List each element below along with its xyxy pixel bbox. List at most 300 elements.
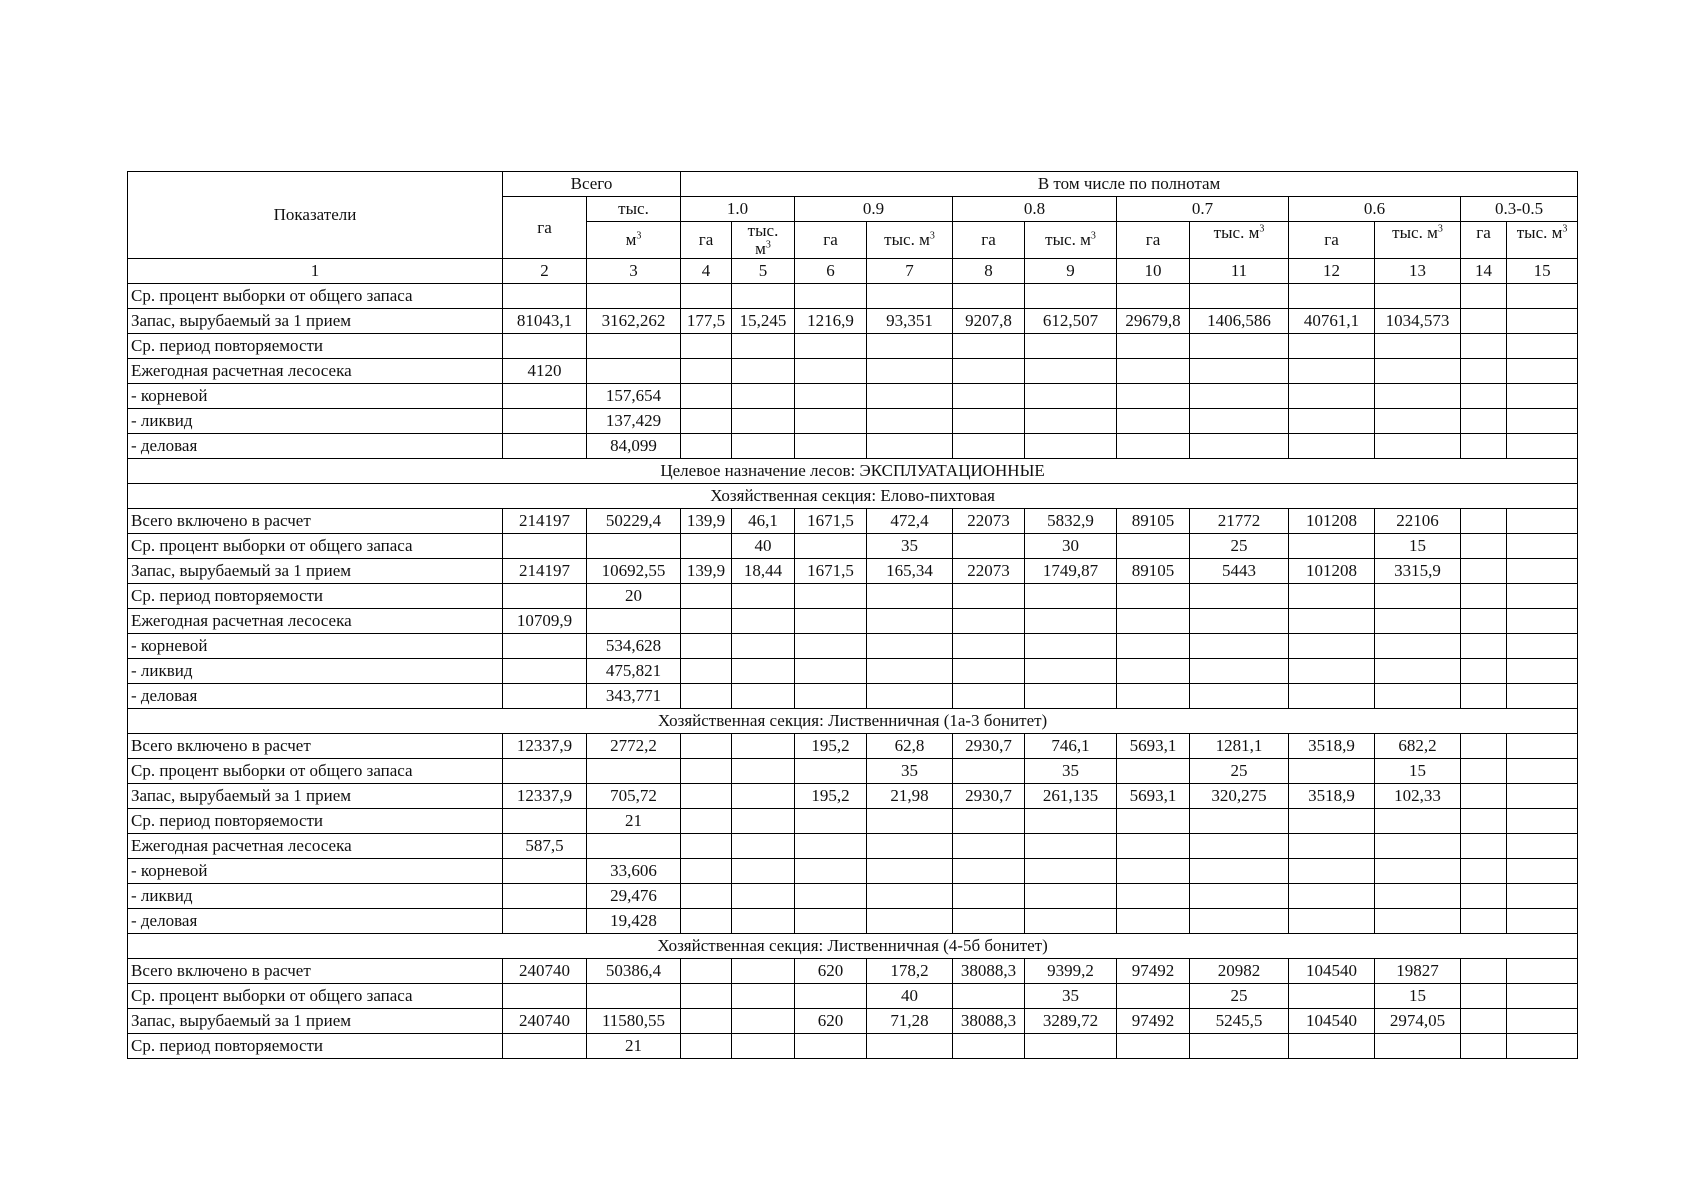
table-cell: 343,771 [587, 684, 681, 709]
table-cell: 101208 [1289, 509, 1375, 534]
table-cell: 5693,1 [1117, 784, 1190, 809]
table-cell [1117, 1034, 1190, 1059]
section-header-row [128, 484, 1578, 509]
table-cell [1507, 734, 1578, 759]
col-number: 15 [1507, 259, 1578, 284]
row-label: Ср. процент выборки от общего запаса [128, 534, 503, 559]
table-cell [867, 359, 953, 384]
table-cell [1461, 809, 1507, 834]
table-cell: 5832,9 [1025, 509, 1117, 534]
table-row [128, 584, 1578, 609]
table-cell: 40761,1 [1289, 309, 1375, 334]
table-row [128, 284, 1578, 309]
table-cell: 15 [1375, 759, 1461, 784]
table-cell [953, 359, 1025, 384]
table-cell [1507, 909, 1578, 934]
table-cell: 214197 [503, 509, 587, 534]
header-0-9-ha: га [795, 222, 867, 259]
table-cell [681, 834, 732, 859]
table-cell [1289, 759, 1375, 784]
table-cell [1461, 634, 1507, 659]
table-cell [867, 584, 953, 609]
table-cell: 25 [1190, 984, 1289, 1009]
table-cell: 19,428 [587, 909, 681, 934]
table-cell [1289, 634, 1375, 659]
col-number: 1 [128, 259, 503, 284]
table-cell [795, 584, 867, 609]
row-label: Ежегодная расчетная лесосека [128, 609, 503, 634]
header-0-3-m3: тыс. $м^3$ [1507, 222, 1578, 259]
table-cell [1117, 834, 1190, 859]
table-cell [795, 659, 867, 684]
table-cell: 620 [795, 1009, 867, 1034]
table-cell [681, 784, 732, 809]
table-cell: 102,33 [1375, 784, 1461, 809]
table-cell [681, 759, 732, 784]
table-cell [503, 809, 587, 834]
table-cell [1375, 659, 1461, 684]
header-0-8-ha: га [953, 222, 1025, 259]
table-cell [587, 334, 681, 359]
table-cell [1375, 834, 1461, 859]
table-cell: 534,628 [587, 634, 681, 659]
col-number: 8 [953, 259, 1025, 284]
table-row [128, 334, 1578, 359]
row-label: Запас, вырубаемый за 1 прием [128, 559, 503, 584]
table-row [128, 909, 1578, 934]
table-cell [1117, 759, 1190, 784]
table-cell [1117, 859, 1190, 884]
row-label: Запас, вырубаемый за 1 прием [128, 1009, 503, 1034]
table-cell [867, 659, 953, 684]
section-header-row [128, 934, 1578, 959]
table-cell [1461, 609, 1507, 634]
table-cell: 139,9 [681, 509, 732, 534]
table-cell: 22073 [953, 509, 1025, 534]
header-total-m3: $м^3$ [587, 222, 681, 259]
col-number: 6 [795, 259, 867, 284]
section-title: Хозяйственная секция: Лиственничная (4-5б бонитет) [128, 934, 1578, 959]
table-cell [1190, 584, 1289, 609]
table-cell [732, 334, 795, 359]
table-row [128, 559, 1578, 584]
table-cell: 1671,5 [795, 509, 867, 534]
col-number: 12 [1289, 259, 1375, 284]
table-cell: 139,9 [681, 559, 732, 584]
table-cell [1025, 284, 1117, 309]
table-cell [795, 684, 867, 709]
table-cell [795, 409, 867, 434]
table-cell: 40 [867, 984, 953, 1009]
table-cell [1117, 659, 1190, 684]
table-row [128, 809, 1578, 834]
table-cell [681, 434, 732, 459]
table-cell [1507, 684, 1578, 709]
table-cell [1375, 884, 1461, 909]
table-cell [732, 609, 795, 634]
row-label: - деловая [128, 434, 503, 459]
table-row [128, 1034, 1578, 1059]
table-row [128, 409, 1578, 434]
table-cell [503, 859, 587, 884]
table-cell [953, 1034, 1025, 1059]
table-cell [1289, 659, 1375, 684]
table-cell [1190, 334, 1289, 359]
table-cell [1375, 409, 1461, 434]
table-cell [732, 809, 795, 834]
table-cell: 25 [1190, 534, 1289, 559]
table-cell [681, 984, 732, 1009]
section-header-row [128, 459, 1578, 484]
table-cell [1461, 584, 1507, 609]
table-cell [503, 984, 587, 1009]
column-number-row [128, 259, 1578, 284]
table-cell: 4120 [503, 359, 587, 384]
table-cell [795, 834, 867, 859]
table-cell: 475,821 [587, 659, 681, 684]
table-cell [1190, 834, 1289, 859]
table-cell: 97492 [1117, 959, 1190, 984]
section-title: Целевое назначение лесов: ЭКСПЛУАТАЦИОННЫЕ [128, 459, 1578, 484]
table-cell [732, 284, 795, 309]
table-cell [1461, 659, 1507, 684]
row-label: - ликвид [128, 409, 503, 434]
table-cell [795, 809, 867, 834]
row-label: Ср. процент выборки от общего запаса [128, 984, 503, 1009]
table-cell: 612,507 [1025, 309, 1117, 334]
table-cell: 214197 [503, 559, 587, 584]
table-cell [1117, 984, 1190, 1009]
row-label: Ср. период повторяемости [128, 584, 503, 609]
table-cell [587, 759, 681, 784]
table-cell [1117, 634, 1190, 659]
table-cell [1289, 534, 1375, 559]
table-cell [867, 609, 953, 634]
table-cell [1117, 534, 1190, 559]
table-cell: 15,245 [732, 309, 795, 334]
header-0-8-m3: тыс. $м^3$ [1025, 222, 1117, 259]
table-cell [1375, 909, 1461, 934]
header-density-1-0: 1.0 [681, 197, 795, 222]
table-cell [587, 534, 681, 559]
table-cell: 20982 [1190, 959, 1289, 984]
table-cell [1375, 684, 1461, 709]
table-cell: 9399,2 [1025, 959, 1117, 984]
table-cell [953, 434, 1025, 459]
section-header-row [128, 709, 1578, 734]
table-cell: 46,1 [732, 509, 795, 534]
table-cell [1461, 909, 1507, 934]
table-cell [1289, 334, 1375, 359]
table-cell [732, 409, 795, 434]
table-row [128, 784, 1578, 809]
table-row [128, 684, 1578, 709]
table-cell [795, 359, 867, 384]
table-cell: 3315,9 [1375, 559, 1461, 584]
table-cell: 33,606 [587, 859, 681, 884]
table-cell: 22073 [953, 559, 1025, 584]
table-cell [1507, 384, 1578, 409]
table-row [128, 984, 1578, 1009]
table-cell: 2772,2 [587, 734, 681, 759]
table-cell: 35 [1025, 984, 1117, 1009]
table-cell: 320,275 [1190, 784, 1289, 809]
table-cell [867, 434, 953, 459]
table-cell [953, 659, 1025, 684]
table-row [128, 309, 1578, 334]
table-cell: 15 [1375, 984, 1461, 1009]
header-0-7-m3: тыс. $м^3$ [1190, 222, 1289, 259]
table-cell [795, 434, 867, 459]
table-cell [953, 984, 1025, 1009]
table-cell [681, 1034, 732, 1059]
col-number: 2 [503, 259, 587, 284]
table-cell [1289, 809, 1375, 834]
table-cell: 29,476 [587, 884, 681, 909]
table-cell: 2930,7 [953, 784, 1025, 809]
row-label: Ежегодная расчетная лесосека [128, 834, 503, 859]
table-cell [732, 684, 795, 709]
table-cell [1507, 334, 1578, 359]
table-cell: 137,429 [587, 409, 681, 434]
table-cell [1461, 359, 1507, 384]
header-density-0-7: 0.7 [1117, 197, 1289, 222]
col-number: 14 [1461, 259, 1507, 284]
table-cell [953, 284, 1025, 309]
table-cell [1025, 884, 1117, 909]
table-cell [1117, 284, 1190, 309]
table-cell [681, 659, 732, 684]
table-cell [1025, 584, 1117, 609]
table-cell: 1671,5 [795, 559, 867, 584]
table-cell [953, 609, 1025, 634]
table-cell [867, 909, 953, 934]
table-cell [867, 634, 953, 659]
row-label: Запас, вырубаемый за 1 прием [128, 784, 503, 809]
table-cell [503, 434, 587, 459]
header-0-7-ha: га [1117, 222, 1190, 259]
row-label: Ежегодная расчетная лесосека [128, 359, 503, 384]
table-cell [867, 334, 953, 359]
table-cell [1461, 1009, 1507, 1034]
table-cell [1289, 409, 1375, 434]
table-cell [1289, 909, 1375, 934]
table-row [128, 759, 1578, 784]
table-cell [503, 684, 587, 709]
table-cell [732, 784, 795, 809]
header-density-0-9: 0.9 [795, 197, 953, 222]
table-cell [867, 409, 953, 434]
table-cell [732, 584, 795, 609]
table-cell [867, 809, 953, 834]
table-cell: 195,2 [795, 784, 867, 809]
table-cell [1025, 684, 1117, 709]
table-cell [1117, 359, 1190, 384]
row-label: Всего включено в расчет [128, 509, 503, 534]
header-indicators: Показатели [128, 172, 503, 259]
table-cell [867, 884, 953, 909]
table-cell [867, 684, 953, 709]
col-number: 7 [867, 259, 953, 284]
row-label: - ликвид [128, 884, 503, 909]
col-number: 10 [1117, 259, 1190, 284]
table-cell: 21772 [1190, 509, 1289, 534]
row-label: - корневой [128, 384, 503, 409]
table-cell [1461, 734, 1507, 759]
table-cell: 40 [732, 534, 795, 559]
table-cell [1507, 434, 1578, 459]
col-number: 3 [587, 259, 681, 284]
table-cell [795, 909, 867, 934]
table-cell [1025, 384, 1117, 409]
table-cell [732, 434, 795, 459]
table-cell [503, 334, 587, 359]
row-label: - деловая [128, 684, 503, 709]
table-cell [1461, 434, 1507, 459]
table-cell [1507, 284, 1578, 309]
table-cell [503, 884, 587, 909]
table-cell [1461, 309, 1507, 334]
table-cell [1289, 584, 1375, 609]
table-cell [732, 759, 795, 784]
table-cell [1190, 284, 1289, 309]
table-cell [1507, 509, 1578, 534]
table-cell [732, 1009, 795, 1034]
table-cell [681, 334, 732, 359]
header-density-0-6: 0.6 [1289, 197, 1461, 222]
table-cell [795, 759, 867, 784]
table-cell: 746,1 [1025, 734, 1117, 759]
table-cell: 10709,9 [503, 609, 587, 634]
table-cell [1025, 634, 1117, 659]
table-cell [1507, 609, 1578, 634]
table-cell: 101208 [1289, 559, 1375, 584]
table-row [128, 659, 1578, 684]
table-cell [1289, 609, 1375, 634]
table-cell [795, 334, 867, 359]
table-cell [1461, 1034, 1507, 1059]
table-cell: 18,44 [732, 559, 795, 584]
table-cell [795, 284, 867, 309]
row-label: - корневой [128, 859, 503, 884]
table-cell [681, 1009, 732, 1034]
table-cell [1289, 859, 1375, 884]
table-cell [795, 1034, 867, 1059]
table-cell [867, 1034, 953, 1059]
table-row [128, 1009, 1578, 1034]
table-cell [503, 284, 587, 309]
table-cell [953, 584, 1025, 609]
table-cell [1025, 659, 1117, 684]
header-by-density: В том числе по полнотам [681, 172, 1578, 197]
table-cell: 705,72 [587, 784, 681, 809]
header-0-3-ha: га [1461, 222, 1507, 259]
table-cell [1289, 284, 1375, 309]
table-cell [503, 1034, 587, 1059]
table-cell [732, 859, 795, 884]
table-cell: 35 [867, 534, 953, 559]
row-label: - деловая [128, 909, 503, 934]
table-cell [681, 959, 732, 984]
table-cell [1025, 359, 1117, 384]
table-cell: 25 [1190, 759, 1289, 784]
table-cell [1025, 609, 1117, 634]
table-cell [1289, 1034, 1375, 1059]
table-row [128, 734, 1578, 759]
table-cell: 50229,4 [587, 509, 681, 534]
table-cell [1025, 434, 1117, 459]
table-cell [503, 584, 587, 609]
header-density-0-3-0-5: 0.3-0.5 [1461, 197, 1578, 222]
table-cell: 38088,3 [953, 959, 1025, 984]
table-cell [681, 359, 732, 384]
table-cell [1507, 359, 1578, 384]
table-cell [503, 909, 587, 934]
table-cell: 177,5 [681, 309, 732, 334]
table-cell [1025, 334, 1117, 359]
table-cell [953, 534, 1025, 559]
table-cell [503, 409, 587, 434]
table-cell: 165,34 [867, 559, 953, 584]
table-cell [587, 984, 681, 1009]
row-label: Ср. процент выборки от общего запаса [128, 759, 503, 784]
table-cell [1190, 359, 1289, 384]
table-cell [953, 809, 1025, 834]
table-cell [795, 534, 867, 559]
table-row [128, 509, 1578, 534]
table-cell [953, 884, 1025, 909]
table-cell [1190, 409, 1289, 434]
table-cell [587, 834, 681, 859]
table-cell: 89105 [1117, 509, 1190, 534]
table-cell [681, 859, 732, 884]
header-1-0-m3: тыс. $м^3$ [732, 222, 795, 259]
table-cell [1375, 384, 1461, 409]
table-cell: 93,351 [867, 309, 953, 334]
table-cell: 3518,9 [1289, 734, 1375, 759]
row-label: Ср. период повторяемости [128, 809, 503, 834]
table-row [128, 834, 1578, 859]
table-cell [953, 334, 1025, 359]
table-cell [681, 584, 732, 609]
table-cell [1190, 909, 1289, 934]
table-cell [1461, 384, 1507, 409]
table-cell [681, 409, 732, 434]
table-cell [1507, 859, 1578, 884]
table-cell [681, 384, 732, 409]
table-cell: 89105 [1117, 559, 1190, 584]
table-cell: 12337,9 [503, 784, 587, 809]
table-cell [1375, 359, 1461, 384]
table-cell [1507, 759, 1578, 784]
table-cell [1190, 884, 1289, 909]
table-cell [1117, 909, 1190, 934]
table-cell [795, 609, 867, 634]
table-cell [681, 609, 732, 634]
table-cell: 682,2 [1375, 734, 1461, 759]
table-cell [681, 734, 732, 759]
table-cell: 29679,8 [1117, 309, 1190, 334]
col-number: 5 [732, 259, 795, 284]
table-cell [1190, 384, 1289, 409]
table-body [128, 284, 1578, 1059]
header-1-0-ha: га [681, 222, 732, 259]
table-cell: 97492 [1117, 1009, 1190, 1034]
table-cell: 5245,5 [1190, 1009, 1289, 1034]
table-cell [953, 684, 1025, 709]
table-cell [1375, 584, 1461, 609]
table-cell [681, 684, 732, 709]
